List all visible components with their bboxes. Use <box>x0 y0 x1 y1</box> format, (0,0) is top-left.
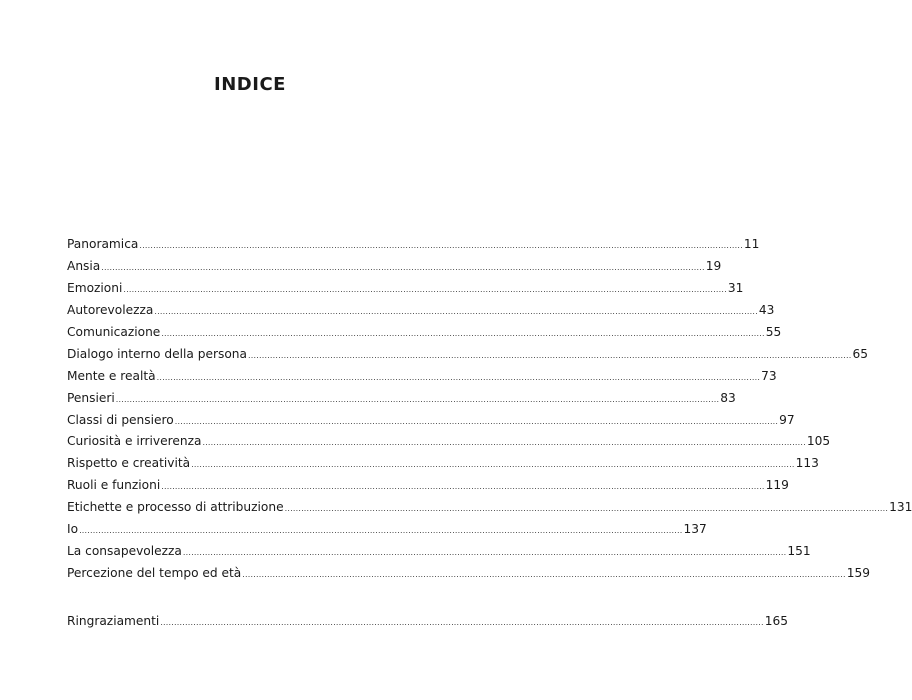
toc-entry <box>67 456 819 478</box>
toc-entry-page: 43 <box>758 302 775 317</box>
toc-entry-page: 113 <box>795 456 819 471</box>
toc-entry-page: 131 <box>889 500 912 515</box>
toc-entry-label: Curiosità e irriverenza <box>67 434 202 449</box>
toc-entry <box>67 258 722 281</box>
toc-entry-label: Ansia <box>67 258 101 273</box>
toc-entry <box>67 390 736 413</box>
toc-entry <box>67 522 707 544</box>
toc-entry-label: Classi di pensiero <box>67 412 174 427</box>
dot-leader: ............................................................................................................................................................................................................................ <box>154 306 758 316</box>
dot-leader: ............................................................................................................................................................................................................................ <box>191 460 795 470</box>
toc-entry-page: 137 <box>683 522 707 537</box>
table-of-contents-appendix <box>67 614 789 636</box>
toc-entry-label: Etichette e processo di attribuzione <box>67 500 284 515</box>
toc-entry-label: Emozioni <box>67 280 123 295</box>
dot-leader: ............................................................................................................................................................................................................................ <box>182 548 787 558</box>
dot-leader: ............................................................................................................................................................................................................................ <box>242 570 846 580</box>
dot-leader: ............................................................................................................................................................................................................................ <box>156 372 761 382</box>
toc-entry <box>67 434 831 456</box>
toc-entry-label: Rispetto e creatività <box>67 456 191 471</box>
dot-leader: ............................................................................................................................................................................................................................ <box>284 504 889 514</box>
toc-entry <box>67 346 868 369</box>
toc-entry <box>67 500 912 522</box>
toc-entry-page: 11 <box>743 237 760 251</box>
dot-leader: ............................................................................................................................................................................................................................ <box>79 526 683 536</box>
toc-entry-label: La consapevolezza <box>67 544 182 559</box>
dot-leader: ............................................................................................................................................................................................................................ <box>161 328 765 338</box>
dot-leader: ............................................................................................................................................................................................................................ <box>123 284 727 294</box>
dot-leader: ............................................................................................................................................................................................................................ <box>202 438 806 448</box>
toc-entry-page: 31 <box>727 280 744 295</box>
dot-leader: ............................................................................................................................................................................................................................ <box>101 262 705 272</box>
toc-entry <box>67 614 789 636</box>
toc-entry <box>67 302 775 325</box>
toc-entry-label: Autorevolezza <box>67 302 154 317</box>
toc-entry-page: 165 <box>764 614 789 628</box>
toc-entry-label: Mente e realtà <box>67 368 156 383</box>
toc-entry-page: 83 <box>720 390 736 405</box>
toc-entry <box>67 368 777 391</box>
toc-entry <box>67 566 870 588</box>
toc-entry-page: 105 <box>806 434 831 449</box>
toc-entry <box>67 280 744 303</box>
dot-leader: ............................................................................................................................................................................................................................ <box>161 482 765 492</box>
dot-leader: ............................................................................................................................................................................................................................ <box>174 416 779 426</box>
toc-entry <box>67 324 782 347</box>
table-of-contents <box>67 237 912 588</box>
toc-entry-page: 119 <box>765 478 789 493</box>
toc-entry-page: 65 <box>852 346 868 361</box>
toc-entry-label: Dialogo interno della persona <box>67 346 247 361</box>
toc-entry-page: 55 <box>765 324 782 339</box>
toc-entry-label: Io <box>67 522 79 537</box>
toc-entry-label: Ruoli e funzioni <box>67 478 161 493</box>
toc-entry-page: 159 <box>846 566 870 581</box>
toc-entry <box>67 544 811 566</box>
toc-entry <box>67 412 795 435</box>
dot-leader: ............................................................................................................................................................................................................................ <box>115 394 720 404</box>
toc-entry <box>67 237 760 259</box>
toc-entry-page: 73 <box>761 368 777 383</box>
toc-entry-page: 151 <box>787 544 811 559</box>
dot-leader: ............................................................................................................................................................................................................................ <box>247 350 852 360</box>
toc-entry-label: Panoramica <box>67 237 139 251</box>
toc-entry-label: Ringraziamenti <box>67 614 160 628</box>
dot-leader: ............................................................................................................................................................................................................................ <box>160 618 764 627</box>
dot-leader: ............................................................................................................................................................................................................................ <box>139 241 743 250</box>
toc-entry-label: Percezione del tempo ed età <box>67 566 242 581</box>
toc-entry-page: 97 <box>779 412 795 427</box>
toc-entry-label: Comunicazione <box>67 324 161 339</box>
toc-entry-page: 19 <box>705 258 722 273</box>
toc-entry <box>67 478 789 500</box>
page-title: INDICE <box>214 74 286 95</box>
toc-entry-label: Pensieri <box>67 390 115 405</box>
